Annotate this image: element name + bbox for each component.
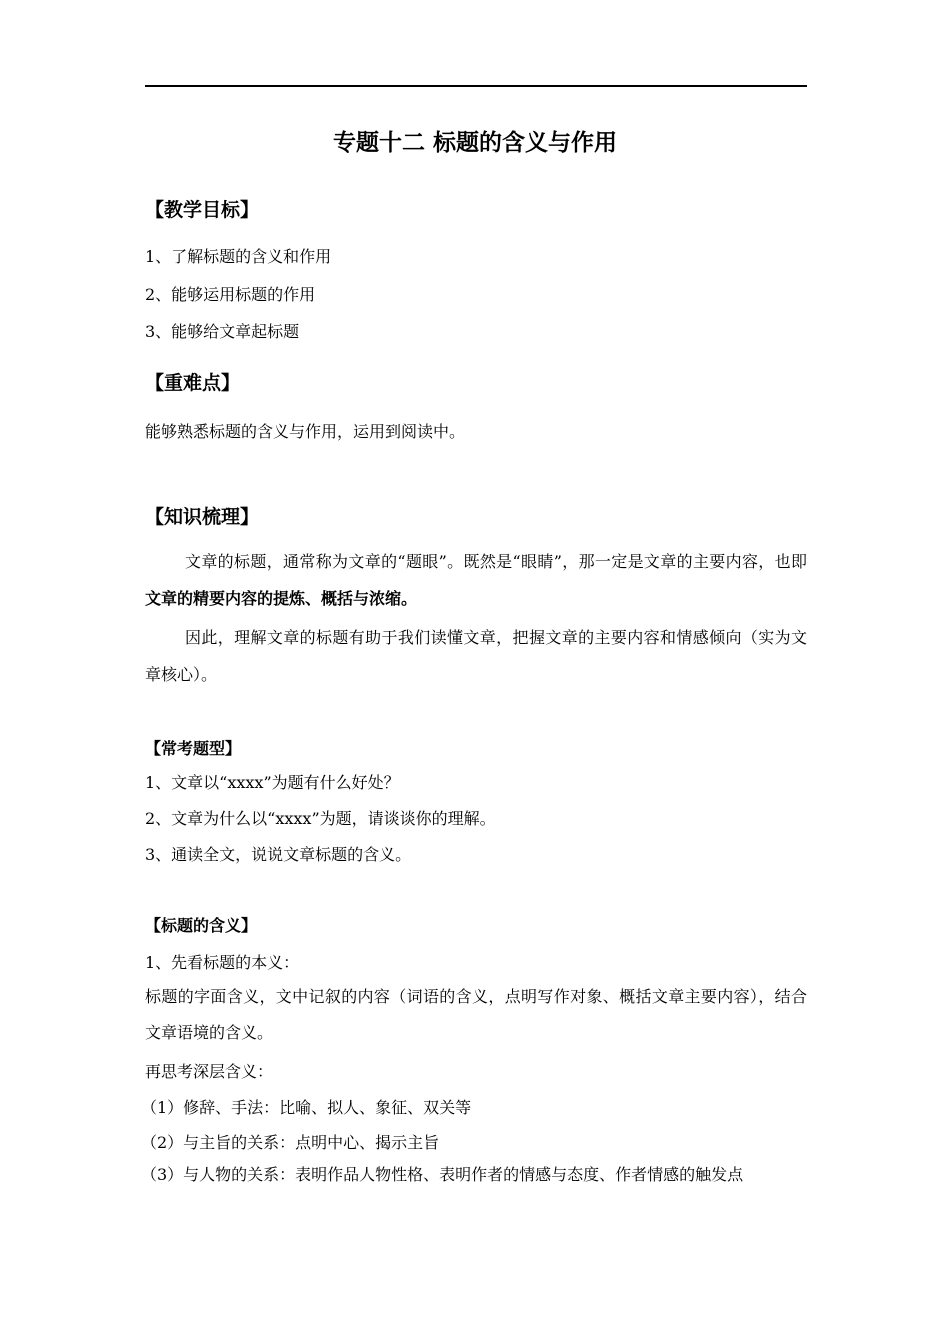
objectives-heading: 【教学目标】 xyxy=(145,199,260,221)
knowledge-p1-text: 文章的标题，通常称为文章的“题眼”。既然是“眼睛”，那一定是文章的主要内容，也即 xyxy=(185,552,807,571)
question-types-heading: 【常考题型】 xyxy=(145,739,242,758)
objective-item: 1、了解标题的含义和作用 xyxy=(145,247,332,266)
meaning-line-1: 1、先看标题的本义： xyxy=(145,953,300,972)
objective-item: 2、能够运用标题的作用 xyxy=(145,285,316,304)
key-points-heading: 【重难点】 xyxy=(145,372,241,394)
objective-item: 3、能够给文章起标题 xyxy=(145,322,300,341)
question-item: 2、文章为什么以“xxxx”为题，请谈谈你的理解。 xyxy=(145,809,496,828)
meaning-line-2: 再思考深层含义： xyxy=(145,1062,274,1081)
meaning-item: （3）与人物的关系：表明作品人物性格、表明作者的情感与态度、作者情感的触发点 xyxy=(141,1165,744,1184)
meaning-paragraph: 标题的字面含义，文中记叙的内容（词语的含义，点明写作对象、概括文章主要内容），结合文章语境的含义。 xyxy=(145,987,807,1042)
knowledge-paragraph-1 xyxy=(145,543,807,617)
meaning-item: （1）修辞、手法：比喻、拟人、象征、双关等 xyxy=(141,1098,472,1117)
knowledge-p1-bold: 文章的精要内容的提炼、概括与浓缩。 xyxy=(145,589,418,608)
question-item: 1、文章以“xxxx”为题有什么好处？ xyxy=(145,773,400,792)
question-item: 3、通读全文，说说文章标题的含义。 xyxy=(145,845,412,864)
knowledge-heading: 【知识梳理】 xyxy=(145,506,260,528)
page-title: 专题十二 标题的含义与作用 xyxy=(332,130,617,156)
knowledge-paragraph-2: 因此，理解文章的标题有助于我们读懂文章，把握文章的主要内容和情感倾向（实为文章核心）。 xyxy=(145,628,807,684)
header-rule xyxy=(145,85,807,87)
meaning-item: （2）与主旨的关系：点明中心、揭示主旨 xyxy=(141,1133,440,1152)
meaning-heading: 【标题的含义】 xyxy=(145,916,258,935)
key-points-text: 能够熟悉标题的含义与作用，运用到阅读中。 xyxy=(145,422,466,441)
